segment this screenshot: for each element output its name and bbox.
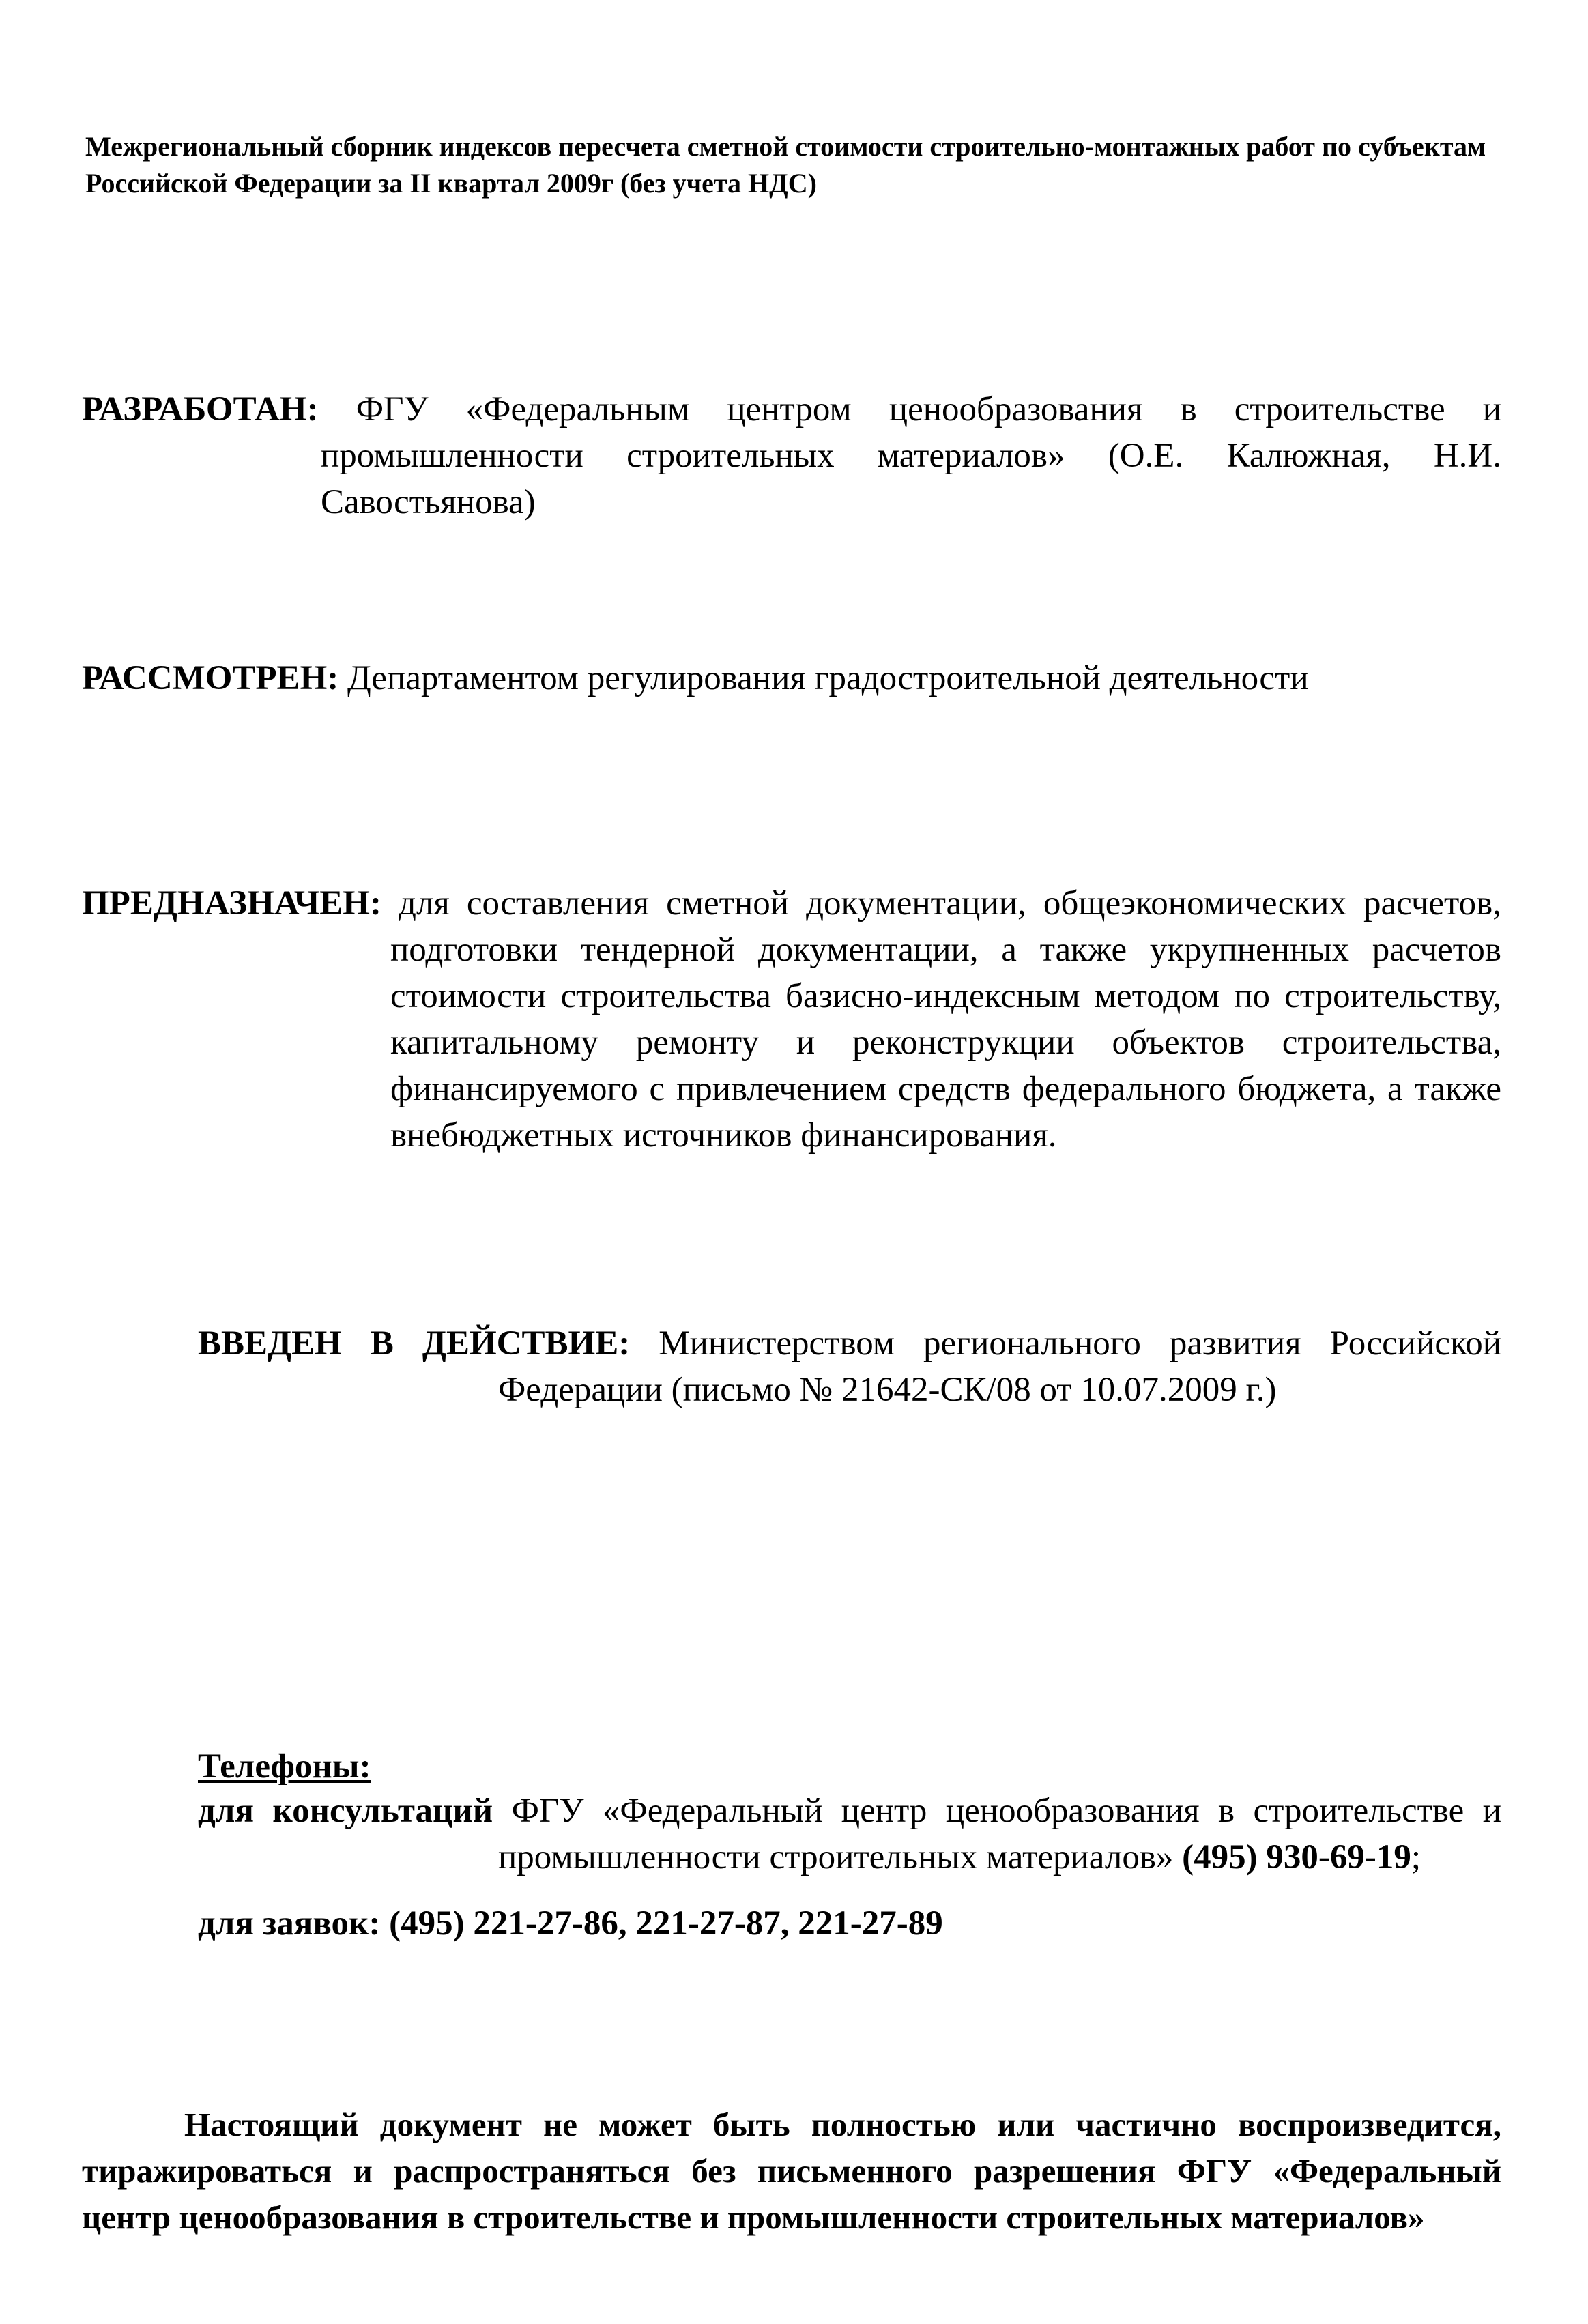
section-vveden: [198, 1320, 1501, 1413]
notice-text: Настоящий документ не может быть полностью или частично воспроизведится, тиражироваться и распространяться без письменного разрешения ФГУ «Федеральный центр ценообразования в строительстве и промышленности строительных материалов»: [82, 2106, 1501, 2236]
consult-phone: (495) 930-69-19: [1182, 1838, 1411, 1876]
prednaznachen-label: ПРЕДНАЗНАЧЕН:: [82, 884, 381, 923]
rassmotren-text: Департаментом регулирования градостроительной деятельности: [347, 659, 1309, 697]
section-razrabotan: [82, 386, 1501, 525]
section-rassmotren: [82, 655, 1501, 701]
phones-orders: для заявок: (495) 221-27-86, 221-27-87, 221-27-89: [198, 1904, 943, 1943]
consult-label: для консультаций: [198, 1792, 493, 1830]
phones-consult: [198, 1788, 1501, 1880]
header-text: Межрегиональный сборник индексов пересчета сметной стоимости строительно-монтажных работ по субъектам Российской Федерации за II квартал 2009г (без учета НДС): [85, 131, 1486, 199]
razrabotan-label: РАЗРАБОТАН:: [82, 390, 319, 429]
consult-text: ФГУ «Федеральный центр ценообразования в строительстве и промышленности строительных материалов»: [498, 1792, 1502, 1876]
razrabotan-text: ФГУ «Федеральным центром ценообразования в строительстве и промышленности строительных материалов» (О.Е. Калюжная, Н.И. Савостьянова): [321, 390, 1502, 521]
vveden-label: ВВЕДЕН В ДЕЙСТВИЕ:: [198, 1324, 631, 1363]
prednaznachen-text: для составления сметной документации, общеэкономических расчетов, подготовки тендерной документации, а также укрупненных расчетов стоимости строительства базисно-индексным методом по строительству, капитальному ремонту и реконструкции объектов строительства, финансируемого с привлечением средств федерального бюджета, а также внебюджетных источников финансирования.: [390, 884, 1501, 1154]
section-prednaznachen: [82, 880, 1501, 1159]
vveden-text: Министерством регионального развития Российской Федерации (письмо № 21642-СК/08 от 10.07.2009 г.): [498, 1324, 1501, 1409]
consult-end: ;: [1411, 1838, 1421, 1876]
document-header: [85, 128, 1505, 202]
rassmotren-label: РАССМОТРЕН:: [82, 659, 339, 697]
phones-title: Телефоны:: [198, 1747, 371, 1786]
copyright-notice: [82, 2102, 1501, 2241]
